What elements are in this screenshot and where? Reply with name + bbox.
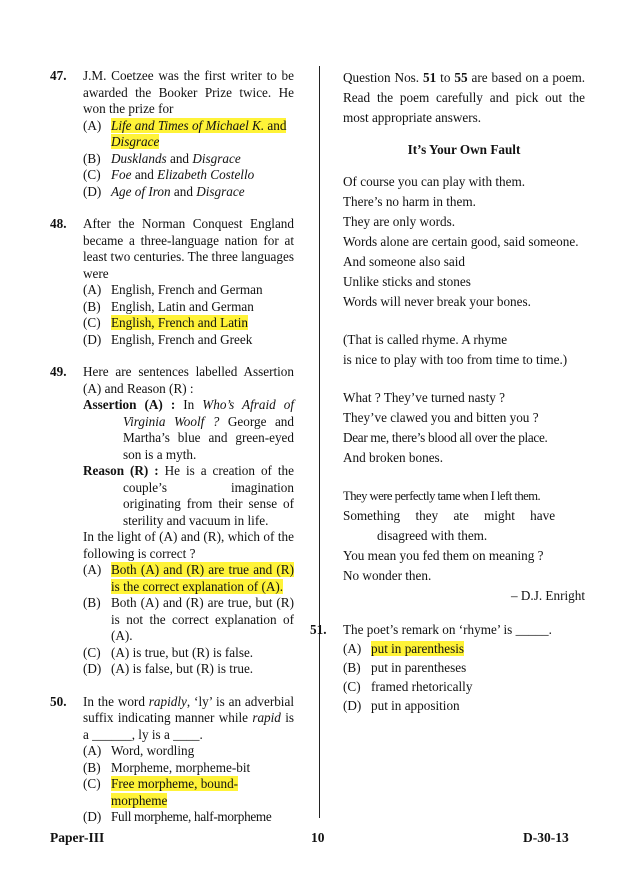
footer-paper-label: Paper-III [50, 830, 105, 845]
highlighted-answer: put in parenthesis [371, 641, 465, 656]
option-a[interactable] [83, 118, 294, 151]
option-d[interactable]: (D) put in apposition [343, 698, 460, 713]
question-stem: J.M. Coetzee was the first writer to be awarded the Booker Prize twice. He won the prize for [83, 68, 294, 116]
option-a[interactable]: (A) put in parenthesis [343, 641, 465, 656]
option-b[interactable]: (B) Morpheme, morpheme-bit [83, 759, 251, 775]
option-label: (D) [83, 183, 102, 199]
question-stem: The poet’s remark on ‘rhyme’ is _____. [343, 622, 552, 637]
option-a[interactable]: (A) Both (A) and (R) are true and (R) is the correct explanation of (A). [83, 562, 294, 594]
question-48 [50, 216, 294, 348]
question-stem: Here are sentences labelled Assertion (A) and Reason (R) : [83, 364, 294, 396]
question-51 [310, 620, 585, 715]
option-d[interactable]: (D) (A) is false, but (R) is true. [83, 661, 254, 676]
option-c[interactable]: (C) (A) is true, but (R) is false. [83, 644, 254, 660]
question-47 [50, 68, 294, 200]
option-b[interactable]: (B) put in parentheses [343, 660, 467, 675]
passage-intro: Question Nos. 51 to 55 are based on a poem. Read the poem carefully and pick out the most appropriate answers. [343, 70, 586, 125]
option-a[interactable]: (A) Word, wordling [83, 743, 195, 758]
poem-stanza-4: They were perfectly tame when I left them. Something they ate might have disagreed with them. You mean you fed them on meaning ? No wonder then. – D.J. Enright [343, 486, 585, 606]
option-a[interactable]: (A) English, French and German [83, 282, 263, 297]
poem-stanza-3: What ? They’ve turned nasty ? They’ve clawed you and bitten you ? Dear me, there’s blood all over the place. And broken bones. [343, 390, 548, 465]
question-number: 47. [50, 68, 67, 83]
question-stem: After the Norman Conquest England became a three-language nation for at least two centuries. The three languages were [83, 216, 294, 281]
option-b[interactable]: (B) Both (A) and (R) are true, but (R) is not the correct explanation of (A). [83, 595, 294, 643]
question-number: 50. [50, 693, 67, 709]
option-c[interactable]: (C) English, French and Latin [83, 315, 248, 330]
option-c[interactable]: (C) framed rhetorically [343, 679, 473, 694]
question-stem: In the word rapidly, ‘ly’ is an adverbial suffix indicating manner while rapid is a ______, ly is a ____. [83, 693, 295, 742]
option-label: (A) [83, 117, 102, 133]
poem-author: – D.J. Enright [511, 588, 585, 603]
poem-stanza-2: (That is called rhyme. A rhyme is nice to play with too from time to time.) [343, 332, 568, 367]
question-49 [50, 364, 294, 678]
question-number: 49. [50, 364, 67, 379]
footer-code: D-30-13 [523, 830, 569, 845]
option-b[interactable]: (B) Dusklands and Disgrace [83, 150, 241, 166]
assertion: Assertion (A) : In Who’s Afraid of Virginia Woolf ? George and Martha’s blue and green-eyed son is a myth. [83, 397, 294, 462]
option-d[interactable]: (D) Full morpheme, half-morpheme [83, 809, 272, 824]
right-column [310, 68, 586, 715]
option-label: (C) [83, 167, 101, 182]
left-column [50, 68, 294, 826]
poem-title: It’s Your Own Fault [407, 142, 521, 157]
highlighted-answer: English, French and Latin [111, 315, 248, 330]
highlighted-answer: Life and Times of Michael K. and Disgrace [111, 117, 287, 149]
question-prompt: In the light of (A) and (R), which of the following is correct ? [83, 529, 294, 561]
poem-stanza-1: Of course you can play with them. There’s no harm in them. They are only words. Words alone are certain good, said someone. And someone also said Unlike sticks and stones Words will never break your bones. [343, 174, 579, 309]
question-number: 51. [310, 622, 327, 637]
page-number: 10 [311, 830, 325, 845]
option-c[interactable]: (C) Free morpheme, bound-morpheme [83, 776, 239, 808]
option-c[interactable]: (C) Foe and Elizabeth Costello [83, 167, 255, 182]
reason: Reason (R) : He is a creation of the couple’s imagination originating from their sense of sterility and vacuum in life. [83, 463, 294, 528]
highlighted-answer: Both (A) and (R) are true and (R) is the correct explanation of (A). [111, 562, 294, 594]
option-b[interactable]: (B) English, Latin and German [83, 298, 254, 314]
highlighted-answer: Free morpheme, bound-morpheme [111, 776, 239, 808]
question-50 [50, 694, 294, 826]
option-d[interactable]: (D) Age of Iron and Disgrace [83, 183, 245, 199]
question-number: 48. [50, 216, 67, 231]
option-label: (B) [83, 150, 101, 166]
option-d[interactable]: (D) English, French and Greek [83, 331, 253, 347]
